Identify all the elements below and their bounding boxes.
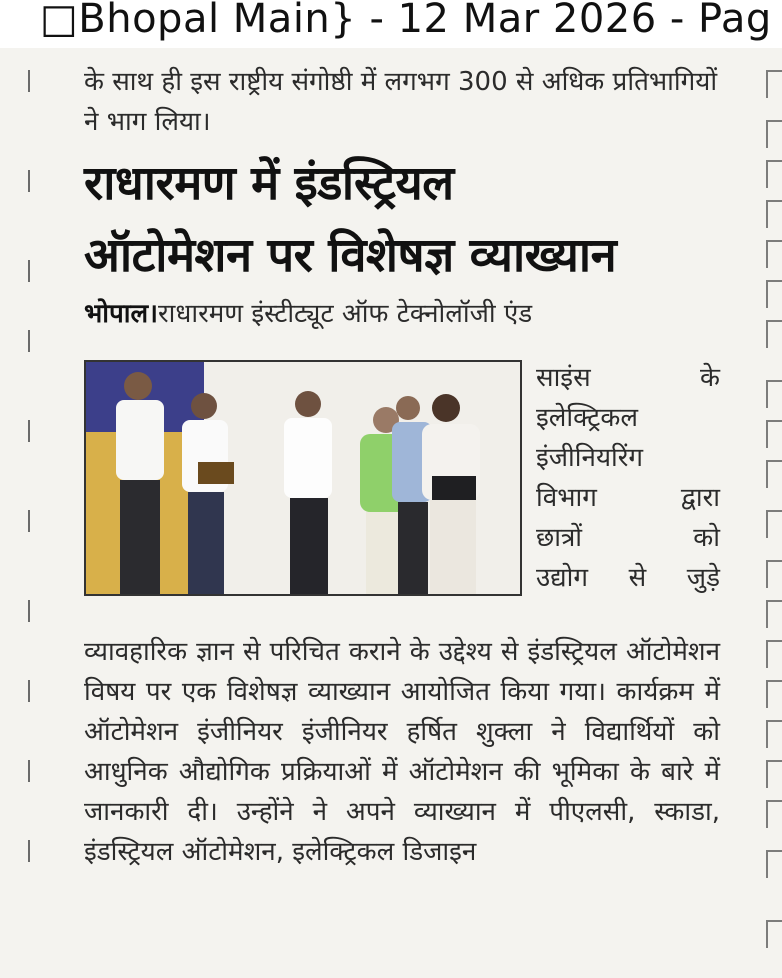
adjacent-column-fragment (756, 60, 782, 978)
lead-text: राधारमण इंस्टीट्यूट ऑफ टेक्नोलॉजी एंड (158, 299, 533, 329)
wrap-line: साइंस के (536, 363, 720, 393)
wrap-line: इंजीनियरिंग (536, 443, 644, 473)
event-photo-illustration (86, 362, 520, 594)
lead-line (84, 294, 720, 334)
wrap-line: विभाग द्वारा (536, 483, 720, 513)
article-headline (84, 148, 720, 292)
headline-line-2: ऑटोमेशन पर विशेषज्ञ व्याख्यान (84, 228, 617, 283)
news-article (84, 62, 720, 334)
wrap-line: उद्योग से जुड़े (536, 563, 720, 593)
wrap-line: इलेक्ट्रिकल (536, 403, 638, 433)
page-header (0, 0, 782, 48)
headline-line-1: राधारमण में इंडस्ट्रियल (84, 156, 454, 211)
event-photo (84, 360, 522, 596)
header-title: □Bhopal Main} - 12 Mar 2026 - Pag (40, 0, 772, 42)
dateline: भोपाल। (84, 299, 158, 329)
wrap-column (536, 358, 720, 598)
intro-paragraph: के साथ ही इस राष्ट्रीय संगोष्ठी में लगभग 300 से अधिक प्रतिभागियों ने भाग लिया। (84, 67, 718, 137)
wrap-line: छात्रों को (536, 523, 720, 553)
body-paragraph: व्यावहारिक ज्ञान से परिचित कराने के उद्देश्य से इंडस्ट्रियल ऑटोमेशन विषय पर एक विशेषज्ञ व्याख्यान आयोजित किया गया। कार्यक्रम में ऑटोमेशन इंजीनियर इंजीनियर हर्षित शुक्ला ने विद्यार्थियों को आधुनिक औद्योगिक प्रक्रियाओं में ऑटोमेशन की भूमिका के बारे में जानकारी दी। उन्होंने ने अपने व्याख्यान में पीएलसी, स्काडा, इंडस्ट्रियल ऑटोमेशन, इलेक्ट्रिकल डिजाइन (84, 637, 720, 867)
left-gutter-marks (26, 60, 34, 900)
